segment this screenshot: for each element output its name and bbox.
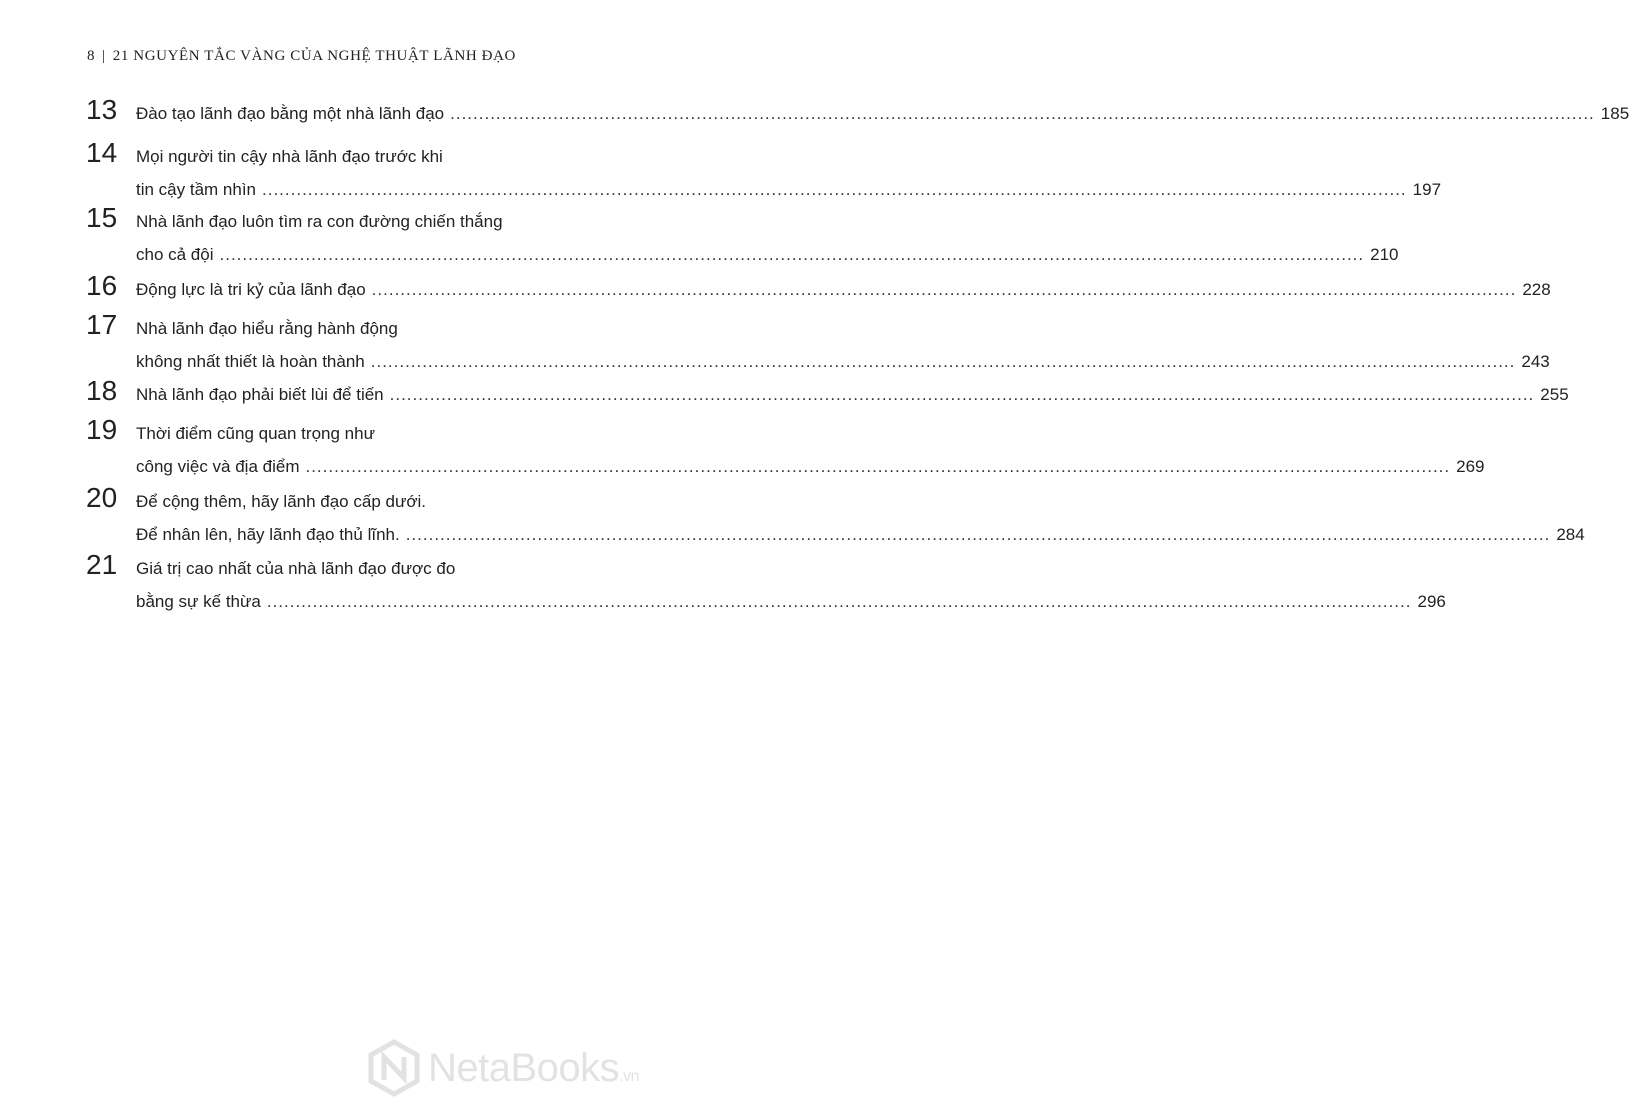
- chapter-title-text: Động lực là tri kỷ của lãnh đạo: [136, 280, 366, 299]
- chapter-title-text: Để cộng thêm, hãy lãnh đạo cấp dưới.: [136, 492, 426, 511]
- chapter-title-text: cho cả đội: [136, 245, 214, 264]
- chapter-title-line: [136, 419, 606, 449]
- header-book-title: 21 NGUYÊN TẮC VÀNG CỦA NGHỆ THUẬT LÃNH ĐẠO: [112, 48, 516, 64]
- dot-leader: ........................................................................................................................................................................................................: [405, 525, 1551, 544]
- chapter-title-line: [136, 142, 606, 172]
- chapter-number: 15: [86, 202, 118, 233]
- header-page-number: 8: [87, 48, 96, 64]
- chapter-title-line: [136, 554, 606, 584]
- chapter-title-line: [136, 520, 1585, 550]
- chapter-title-text: Để nhân lên, hãy lãnh đạo thủ lĩnh.: [136, 525, 400, 544]
- chapter-title-text: Nhà lãnh đạo luôn tìm ra con đường chiến thắng: [136, 212, 503, 231]
- chapter-title-line: [136, 175, 1442, 205]
- chapter-title-line: [136, 587, 1446, 617]
- watermark-brand: NetaBooks.vn: [428, 1045, 640, 1090]
- page-number: 255: [1540, 385, 1569, 404]
- chapter-title-text: bằng sự kế thừa: [136, 592, 261, 611]
- chapter-number: 16: [86, 270, 118, 301]
- chapter-title-text: tin cậy tầm nhìn: [136, 180, 257, 199]
- chapter-number: 17: [86, 309, 118, 340]
- dot-leader: ........................................................................................................................................................................................................: [450, 104, 1595, 123]
- page-number: 228: [1522, 280, 1551, 299]
- chapter-title-line: [136, 207, 606, 237]
- watermark-suffix: .vn: [619, 1067, 640, 1085]
- chapter-number: 19: [86, 414, 118, 445]
- chapter-number: 14: [86, 137, 118, 168]
- chapter-title-line: [136, 99, 1629, 129]
- dot-leader: ........................................................................................................................................................................................................: [266, 592, 1412, 611]
- page-number: 210: [1370, 245, 1399, 264]
- running-header: [87, 48, 516, 65]
- chapter-title-text: Giá trị cao nhất của nhà lãnh đạo được đo: [136, 559, 456, 578]
- page-number: 243: [1521, 352, 1550, 371]
- chapter-title-line: [136, 452, 1485, 482]
- chapter-number: 21: [86, 549, 118, 580]
- chapter-title-line: [136, 380, 1569, 410]
- chapter-title-text: không nhất thiết là hoàn thành: [136, 352, 365, 371]
- chapter-title-text: Nhà lãnh đạo phải biết lùi để tiến: [136, 385, 384, 404]
- dot-leader: ........................................................................................................................................................................................................: [305, 457, 1451, 476]
- chapter-number: 20: [86, 482, 118, 513]
- dot-leader: ........................................................................................................................................................................................................: [371, 280, 1517, 299]
- dot-leader: ........................................................................................................................................................................................................: [370, 352, 1516, 371]
- chapter-title-text: Nhà lãnh đạo hiểu rằng hành động: [136, 319, 398, 338]
- page-number: 197: [1412, 180, 1442, 199]
- chapter-title-text: Mọi người tin cậy nhà lãnh đạo trước khi: [136, 147, 443, 166]
- chapter-title-text: công việc và địa điểm: [136, 457, 300, 476]
- chapter-title-line: [136, 314, 606, 344]
- chapter-number: 13: [86, 94, 118, 125]
- page-number: 185: [1600, 104, 1629, 123]
- netabooks-watermark: [368, 1038, 688, 1098]
- chapter-title-text: Thời điểm cũng quan trọng như: [136, 424, 375, 443]
- dot-leader: ........................................................................................................................................................................................................: [262, 180, 1407, 199]
- page-number: 296: [1417, 592, 1446, 611]
- chapter-title-line: [136, 275, 1551, 305]
- chapter-title-line: [136, 347, 1550, 377]
- chapter-title-line: [136, 487, 606, 517]
- chapter-number: 18: [86, 375, 118, 406]
- page-number: 269: [1456, 457, 1485, 476]
- netabooks-logo-icon: [368, 1040, 420, 1096]
- dot-leader: ........................................................................................................................................................................................................: [389, 385, 1535, 404]
- page-number: 284: [1556, 525, 1585, 544]
- dot-leader: ........................................................................................................................................................................................................: [219, 245, 1365, 264]
- chapter-title-text: Đào tạo lãnh đạo bằng một nhà lãnh đạo: [136, 104, 445, 123]
- chapter-title-line: [136, 240, 1399, 270]
- header-separator: |: [102, 48, 106, 64]
